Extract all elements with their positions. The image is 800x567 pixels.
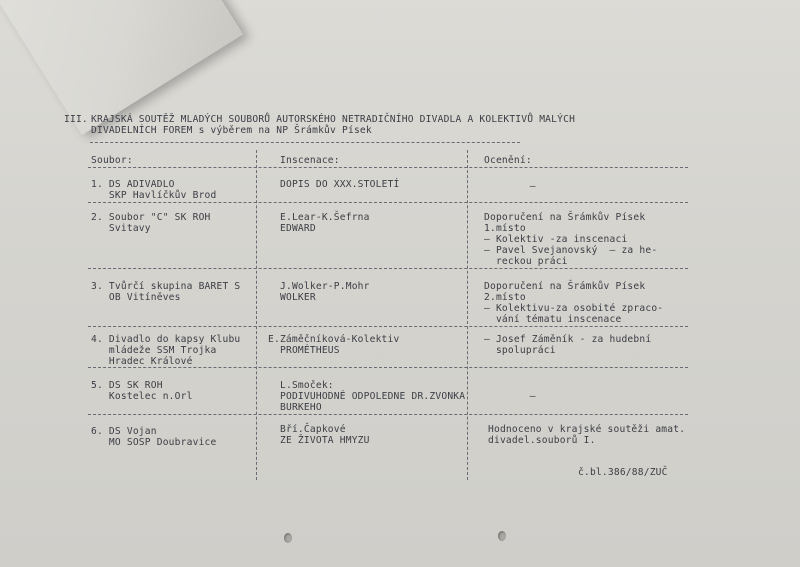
table-rule [88, 268, 688, 269]
row-2-oceneni-line-2: 1.místo [484, 223, 526, 234]
row-4-oceneni-line-1: – Josef Záměník - za hudební [484, 334, 652, 345]
heading-line-2: DIVADELNÍCH FOREM s výběrem na NP Šrámkův Písek [91, 125, 372, 136]
row-6-oceneni-line-2: divadel.souborů I. [488, 435, 596, 446]
row-4-soubor-line-3: Hradec Králové [91, 356, 193, 367]
heading-line-1: KRAJSKÁ SOUTĚŽ MLADÝCH SOUBORŮ AUTORSKÉHO NETRADIČNÍHO DIVADLA A KOLEKTIVŮ MALÝCH [91, 114, 576, 125]
column-header-inscenace: Inscenace: [280, 155, 340, 166]
row-5-soubor-line-1: 5. DS SK ROH [91, 380, 163, 391]
row-4-soubor-line-2: mládeže SSM Trojka [91, 345, 217, 356]
row-4-soubor-line-1: 4. Divadlo do kapsy Klubu [91, 334, 241, 345]
row-3-oceneni-line-3: – Kolektivu-za osobité zpraco- [484, 303, 664, 314]
row-2-oceneni-line-4: – Pavel Svejanovský – za he- [484, 245, 658, 256]
row-6-inscenace-line-2: ZE ŽIVOTA HMYZU [280, 435, 370, 446]
section-number: III. [64, 114, 88, 125]
row-3-oceneni-line-2: 2.místo [484, 292, 526, 303]
row-5-oceneni-line-1: – [476, 391, 536, 402]
reference-number: č.bl.386/88/ZUČ [578, 467, 668, 478]
table-rule [88, 202, 688, 203]
row-1-inscenace-line-1: DOPIS DO XXX.STOLETÍ [280, 179, 400, 190]
column-divider [256, 150, 257, 480]
row-4-oceneni-line-2: spolupráci [484, 345, 556, 356]
row-6-inscenace-line-1: Bří.Čapkové [280, 424, 346, 435]
row-3-oceneni-line-4: vání tématu inscenace [484, 314, 622, 325]
row-4-inscenace-line-1: E.Záměčníková-Kolektiv [268, 334, 400, 345]
row-5-inscenace-line-1: L.Smoček: [280, 380, 334, 391]
row-5-inscenace-line-3: BURKEHO [280, 402, 322, 413]
table-rule [88, 326, 688, 327]
row-2-oceneni-line-1: Doporučení na Šrámkův Písek [484, 212, 646, 223]
row-2-inscenace-line-2: EDWARD [280, 223, 316, 234]
row-5-soubor-line-2: Kostelec n.Orl [91, 391, 193, 402]
row-3-oceneni-line-1: Doporučení na Šrámkův Písek [484, 281, 646, 292]
row-2-soubor-line-2: Svitavy [91, 223, 151, 234]
row-3-inscenace-line-1: J.Wolker-P.Mohr [280, 281, 370, 292]
row-1-oceneni-line-1: – [476, 181, 536, 192]
row-2-oceneni-line-3: – Kolektiv -za inscenaci [484, 234, 628, 245]
column-divider [467, 150, 468, 480]
punch-hole [498, 531, 506, 541]
row-6-soubor-line-2: MO SOSP Doubravice [91, 437, 217, 448]
row-2-inscenace-line-1: E.Lear-K.Šefrna [280, 212, 370, 223]
column-header-soubor: Soubor: [91, 155, 133, 166]
row-3-soubor-line-2: OB Vitíněves [91, 292, 181, 303]
row-1-soubor-line-2: SKP Havlíčkův Brod [91, 190, 217, 201]
heading-underline [90, 142, 520, 143]
row-5-inscenace-line-2: PODIVUHODNÉ ODPOLEDNE DR.ZVONKA [280, 391, 466, 402]
table-rule [88, 367, 688, 368]
row-3-inscenace-line-2: WOLKER [280, 292, 316, 303]
row-2-soubor-line-1: 2. Soubor "C" SK ROH [91, 212, 211, 223]
row-2-oceneni-line-5: reckou práci [484, 256, 568, 267]
row-4-inscenace-line-2: PROMÉTHEUS [280, 345, 340, 356]
row-3-soubor-line-1: 3. Tvůrčí skupina BARET S [91, 281, 241, 292]
row-6-soubor-line-1: 6. DS Vojan [91, 426, 157, 437]
column-header-oceneni: Ocenění: [484, 155, 532, 166]
row-6-oceneni-line-1: Hodnoceno v krajské soutěži amat. [488, 424, 686, 435]
row-1-soubor-line-1: 1. DS ADIVADLO [91, 179, 175, 190]
punch-hole [284, 533, 292, 543]
table-rule [88, 167, 688, 168]
table-rule [88, 414, 688, 415]
